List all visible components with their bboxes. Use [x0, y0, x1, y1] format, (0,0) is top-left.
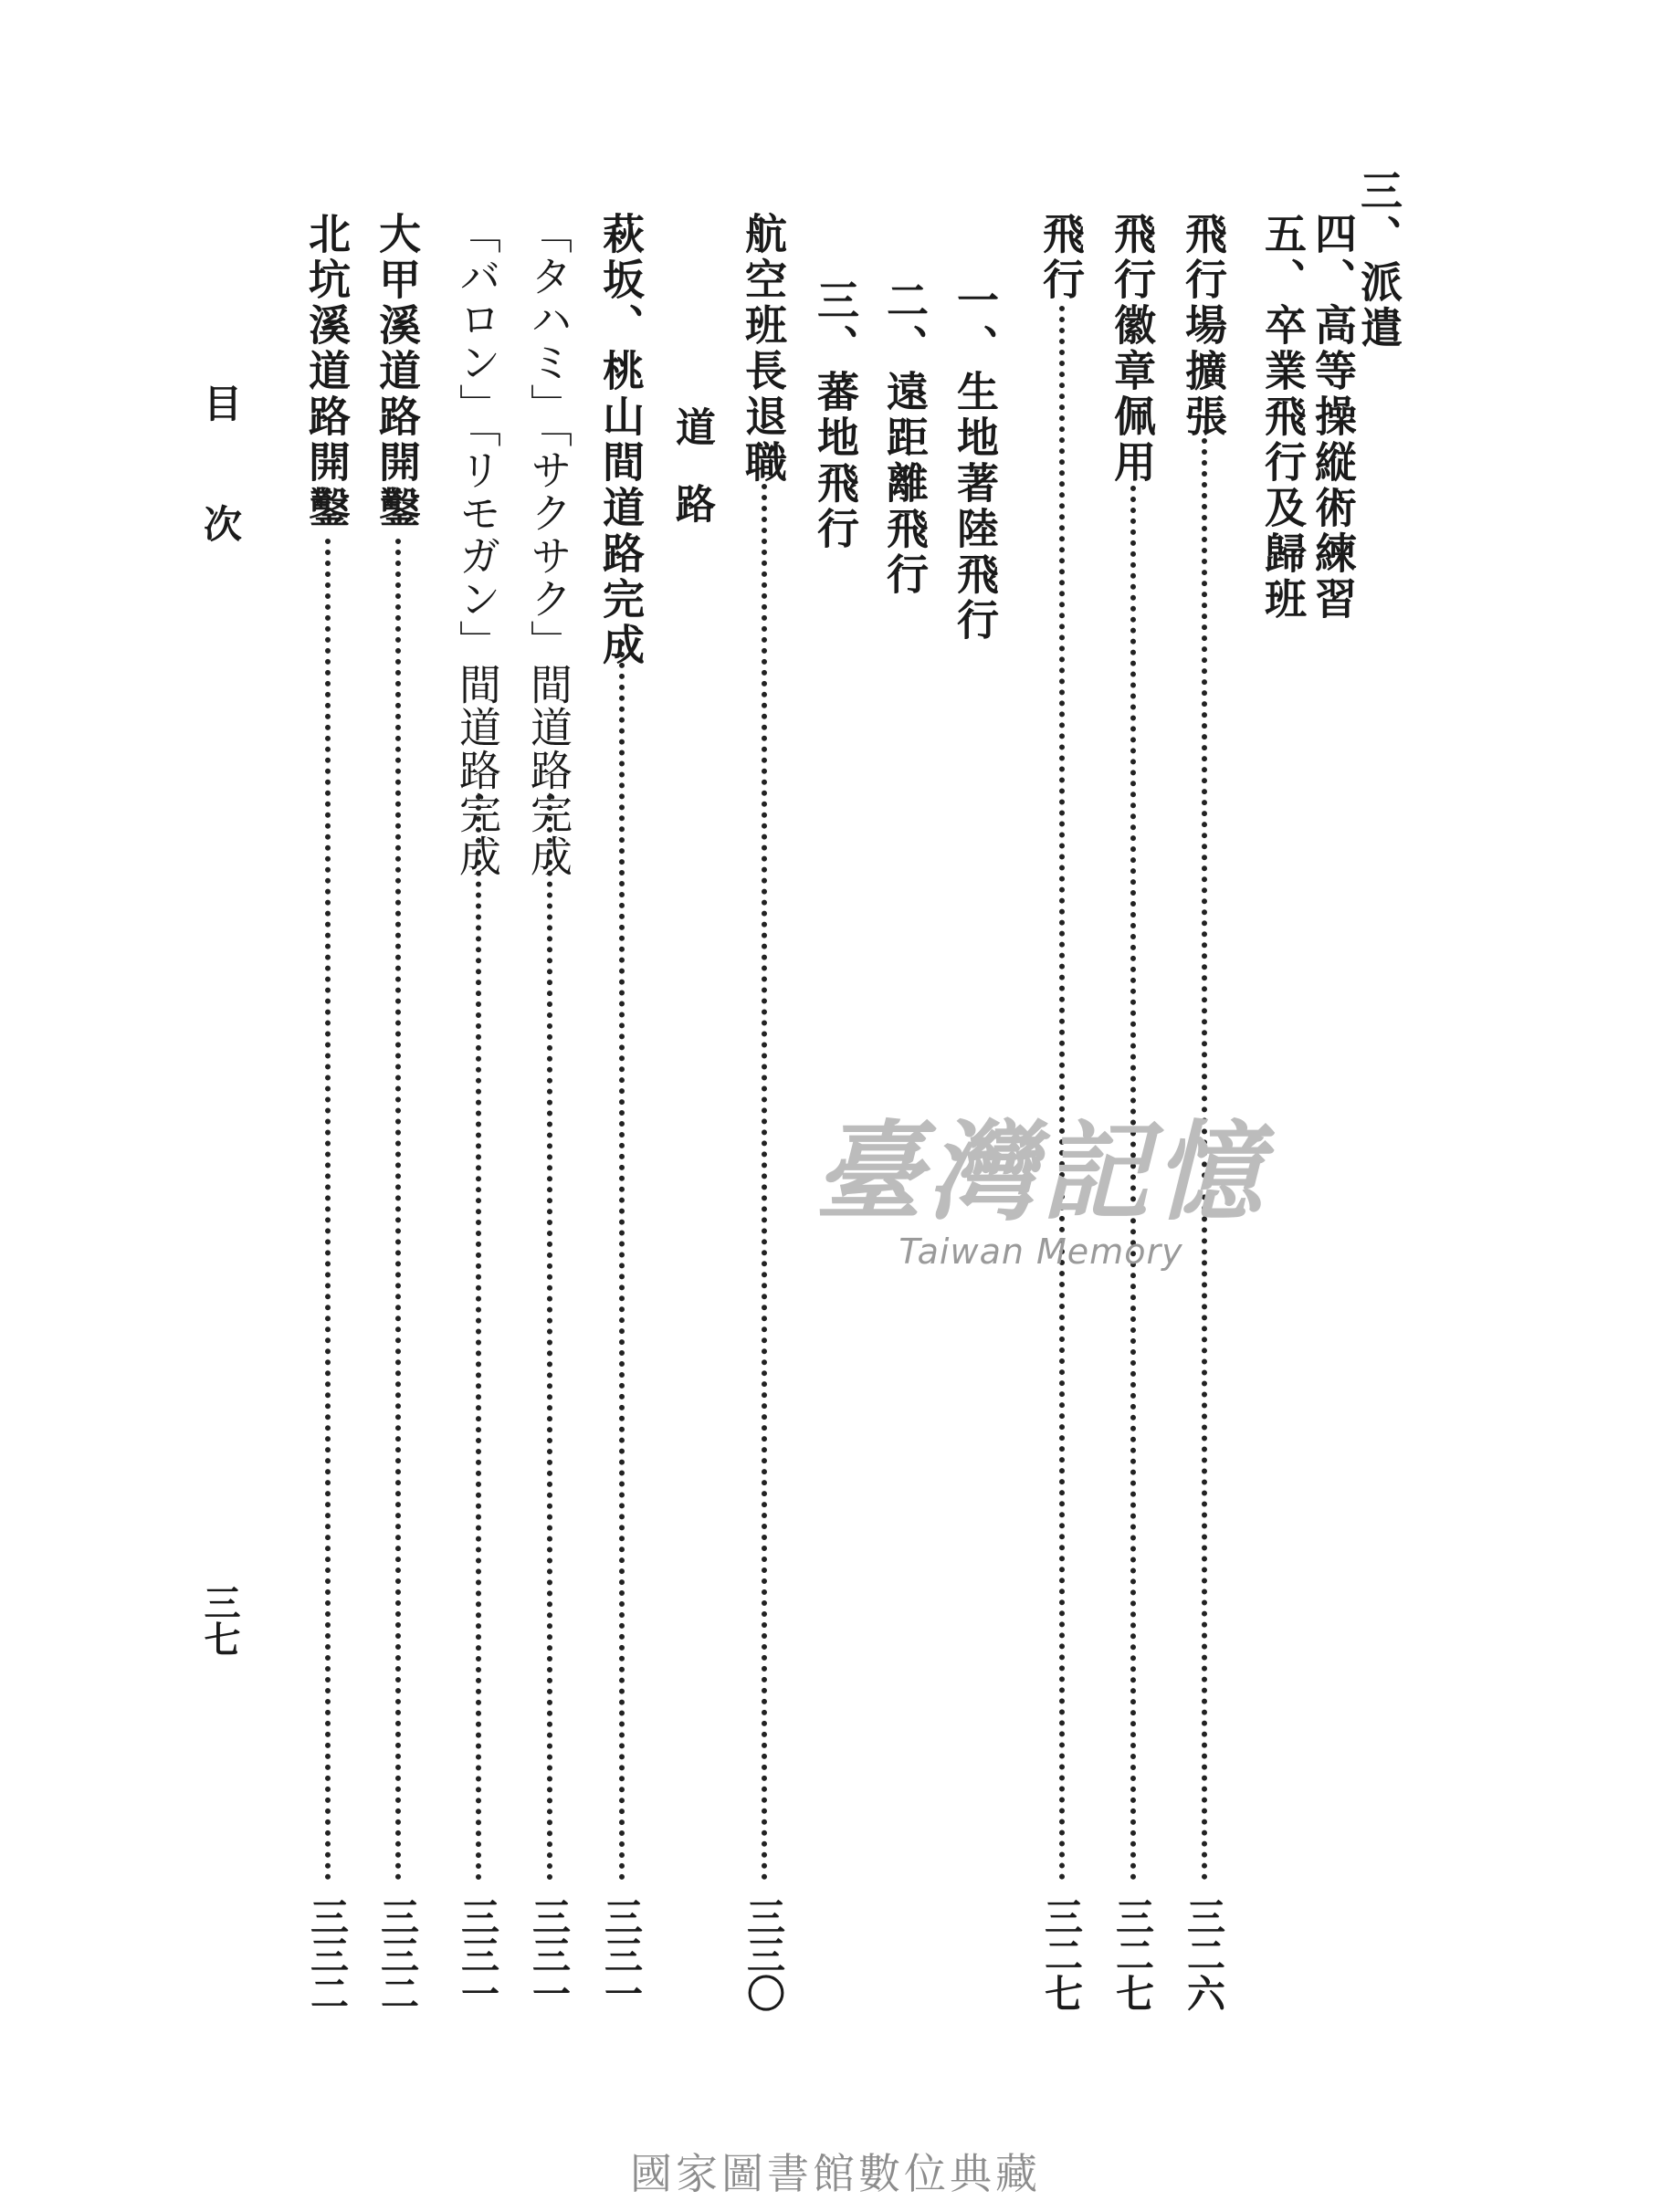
toc-entry-10: 航空班長退職	[739, 212, 788, 486]
toc-page-number: 三三一	[527, 1897, 572, 2012]
toc-leader	[547, 794, 552, 1881]
toc-leader	[762, 484, 767, 1881]
toc-entry-13: 「タハミ」「サクサク」間道路完成	[524, 212, 573, 877]
footer-credit: 國家圖書館數位典藏	[630, 2149, 1041, 2198]
toc-entry-7: 一、生地著陸飛行	[951, 278, 1000, 644]
toc-page-number: 三三〇	[741, 1897, 786, 2012]
toc-leader	[1059, 306, 1065, 1881]
toc-entry-1: 三、派遣	[1354, 169, 1403, 351]
toc-entry-9: 三、蕃地飛行	[811, 278, 860, 552]
toc-entry-5: 飛行徽章佩用	[1108, 212, 1157, 486]
toc-leader	[395, 539, 401, 1881]
toc-entry-6: 飛行	[1036, 212, 1086, 303]
toc-leader	[619, 641, 625, 1881]
watermark-chinese: 臺灣記憶	[814, 1108, 1267, 1235]
toc-entry-8: 二、遠距離飛行	[880, 278, 930, 598]
toc-entry-12: 萩坂、桃山間道路完成	[596, 212, 646, 668]
toc-entry-15: 大甲溪道路開鑿	[373, 212, 422, 531]
toc-page-number: 三二七	[1039, 1897, 1084, 2012]
toc-entry-3: 五、卒業飛行及歸班	[1258, 212, 1308, 623]
toc-entry-14: 「バロン」「リモガン」間道路完成	[453, 212, 502, 877]
running-head: 目次	[198, 383, 243, 624]
toc-page-number: 三三一	[456, 1897, 500, 2012]
page-number: 三七	[198, 1584, 241, 1657]
toc-page-number: 三二六	[1182, 1897, 1226, 2012]
toc-page-number: 三三一	[599, 1897, 644, 2012]
toc-entry-4: 飛行場擴張	[1179, 212, 1228, 440]
watermark-english: Taiwan Memory	[899, 1232, 1183, 1272]
toc-page-number: 三三二	[305, 1897, 350, 2012]
watermark-logo	[804, 1108, 1278, 1272]
toc-entry-2: 四、高等操縦術練習	[1308, 212, 1358, 623]
toc-page-number: 三二七	[1110, 1897, 1155, 2012]
toc-entry-16: 北坑溪道路開鑿	[302, 212, 352, 531]
section-heading: 道路	[668, 406, 715, 560]
toc-leader	[476, 794, 481, 1881]
toc-leader	[325, 539, 331, 1881]
toc-page-number: 三三二	[375, 1897, 420, 2012]
